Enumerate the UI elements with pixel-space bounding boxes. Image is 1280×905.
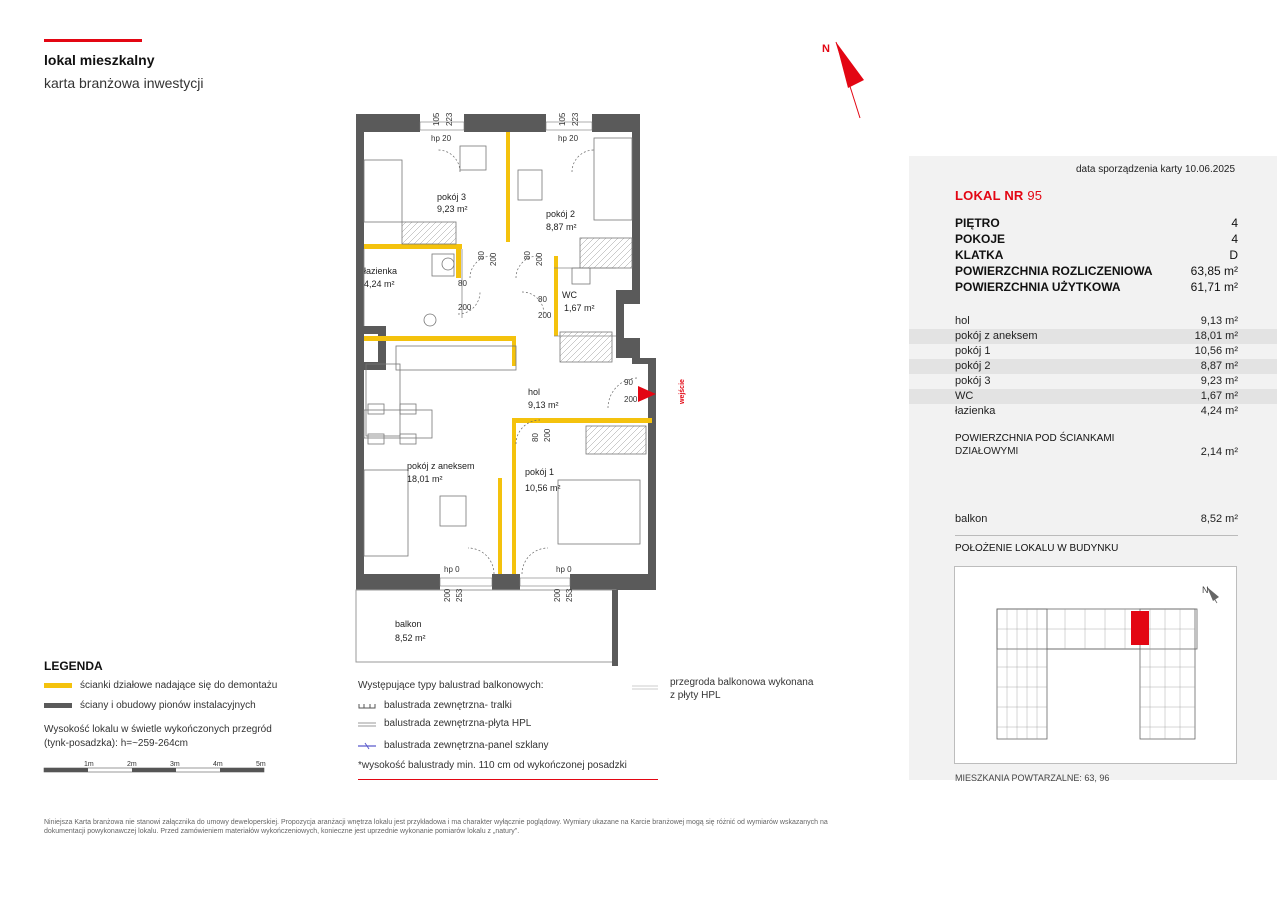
divider-line <box>358 779 658 780</box>
room-area-pokoj2: 8,87 m² <box>546 222 577 232</box>
legend-title: LEGENDA <box>44 659 103 673</box>
window-dim-253-right: 253 <box>565 588 574 602</box>
door-height-entrance: 200 <box>624 395 638 404</box>
room-area-pokoj3: 9,23 m² <box>437 204 468 214</box>
room-area-wc: 1,67 m² <box>564 303 595 313</box>
minimap-north-label: N <box>1202 585 1209 595</box>
room-area-lazienka: 4,24 m² <box>364 279 395 289</box>
window-dim-105-left: 105 <box>432 112 441 126</box>
window-label-hp0-right: hp 0 <box>556 565 572 574</box>
door-width-2: 80 <box>538 295 547 304</box>
balcony-row: balkon 8,52 m² <box>955 513 1238 525</box>
balustrade-title: Występujące typy balustrad balkonowych: <box>358 680 544 691</box>
scale-label: 2m <box>127 761 137 768</box>
room-name-pokoj1: pokój 1 <box>525 467 555 477</box>
scale-label: 5m <box>256 761 266 768</box>
room-name-aneks: pokój z aneksem <box>407 461 475 471</box>
repeat-units-label: MIESZKANIA POWTARZALNE: 63, 96 <box>955 773 1110 783</box>
door-dim-200-a: 200 <box>489 252 498 266</box>
room-area-hol: 9,13 m² <box>528 400 559 410</box>
unit-number-label: LOKAL NR <box>955 188 1024 203</box>
info-row: PIĘTRO 4 <box>955 216 1238 230</box>
info-row: POWIERZCHNIA ROZLICZENIOWA 63,85 m² <box>955 264 1238 278</box>
room-row: pokój 1 10,56 m² <box>955 345 1238 357</box>
window-label-hp20-left: hp 20 <box>431 134 452 143</box>
brand-accent-bar <box>44 39 142 42</box>
window-dim-253-left: 253 <box>455 588 464 602</box>
window-dim-223-right: 223 <box>571 112 580 126</box>
scale-label: 3m <box>170 761 180 768</box>
door-dim-200-b: 200 <box>535 252 544 266</box>
window-dim-223-left: 223 <box>445 112 454 126</box>
partition-note: przegroda balkonowa wykonana z płyty HPL <box>670 677 814 701</box>
room-row: pokój z aneksem 18,01 m² <box>955 330 1238 342</box>
room-name-balkon: balkon <box>395 619 422 629</box>
hpl-partition-icon <box>632 683 660 693</box>
legend-item-grey: ściany i obudowy pionów instalacyjnych <box>44 700 256 711</box>
room-area-aneks: 18,01 m² <box>407 474 443 484</box>
scale-label: 4m <box>213 761 223 768</box>
room-area-balkon: 8,52 m² <box>395 633 426 643</box>
north-arrow-icon <box>818 36 868 122</box>
room-area-pokoj1: 10,56 m² <box>525 483 561 493</box>
room-name-pokoj3: pokój 3 <box>437 192 467 202</box>
page-title: lokal mieszkalny <box>44 52 155 68</box>
grey-swatch <box>44 703 72 708</box>
balustrade-tralki-icon <box>358 702 376 710</box>
balustrade-hpl-icon <box>358 720 376 728</box>
balustrade-item: balustrada zewnętrzna-płyta HPL <box>358 718 531 729</box>
door-height-2: 200 <box>538 311 552 320</box>
balustrade-item: balustrada zewnętrzna- tralki <box>358 700 512 711</box>
scale-bar <box>44 758 274 778</box>
furniture <box>364 138 646 556</box>
room-name-lazienka: łazienka <box>364 266 398 276</box>
info-row: POWIERZCHNIA UŻYTKOWA 61,71 m² <box>955 280 1238 294</box>
door-dim-80-a: 80 <box>477 251 486 260</box>
balustrade-glass-icon <box>358 742 376 750</box>
building-position-title: POŁOŻENIE LOKALU W BUDYNKU <box>955 543 1119 554</box>
window-dim-200-left: 200 <box>443 588 452 602</box>
balustrade-note: *wysokość balustrady min. 110 cm od wykończonej posadzki <box>358 760 627 771</box>
north-label: N <box>822 43 830 55</box>
info-row: POKOJE 4 <box>955 232 1238 246</box>
floor-plan <box>340 108 686 668</box>
door-width-1: 80 <box>458 279 467 288</box>
partition-label-1: POWIERZCHNIA POD ŚCIANKAMI <box>955 433 1115 444</box>
door-width-entrance: 90 <box>624 378 633 387</box>
room-row: pokój 2 8,87 m² <box>955 360 1238 372</box>
unit-info-panel <box>909 156 1277 783</box>
room-row: łazienka 4,24 m² <box>955 405 1238 417</box>
scale-label: 1m <box>84 761 94 768</box>
room-name-hol: hol <box>528 387 541 397</box>
building-minimap <box>954 566 1237 764</box>
page-subtitle: karta branżowa inwestycji <box>44 75 204 91</box>
height-note: Wysokość lokalu w świetle wykończonych przegród (tynk-posadzka): h=~259-264cm <box>44 724 272 749</box>
window-dim-200-right: 200 <box>553 588 562 602</box>
unit-number <box>955 188 1042 203</box>
room-row: hol 9,13 m² <box>955 315 1238 327</box>
door-dim-80-c: 80 <box>531 433 540 442</box>
info-row: KLATKA D <box>955 248 1238 262</box>
entrance-label: wejście <box>679 379 686 404</box>
room-name-wc: WC <box>562 290 577 300</box>
door-dim-200-c: 200 <box>543 428 552 442</box>
room-name-pokoj2: pokój 2 <box>546 209 576 219</box>
balustrade-item: balustrada zewnętrzna-panel szklany <box>358 740 549 751</box>
door-dim-80-b: 80 <box>523 251 532 260</box>
unit-number-value: 95 <box>1027 188 1043 203</box>
card-date: data sporządzenia karty 10.06.2025 <box>1076 164 1235 175</box>
room-row: WC 1,67 m² <box>955 390 1238 402</box>
partition-row: DZIAŁOWYMI 2,14 m² <box>955 446 1238 458</box>
window-label-hp0-left: hp 0 <box>444 565 460 574</box>
door-height-1: 200 <box>458 303 472 312</box>
unit-location-marker <box>1131 611 1149 645</box>
yellow-swatch <box>44 683 72 688</box>
window-label-hp20-right: hp 20 <box>558 134 579 143</box>
window-dim-105-right: 105 <box>558 112 567 126</box>
room-row: pokój 3 9,23 m² <box>955 375 1238 387</box>
legend-item-yellow: ścianki działowe nadające się do demontażu <box>44 680 277 691</box>
disclaimer: Niniejsza Karta branżowa nie stanowi załącznika do umowy deweloperskiej. Propozycja aranżacji wnętrza lokalu jest przykładowa i ma charakter wyłącznie poglądowy. Wymiary ukazane na Karcie branżowej mogą się różnić od wymiarów wskazanych na dokumentacji powykonawczej lokalu. Przed zamówieniem materiałów wykończeniowych, konieczne jest uprzednie wykonanie pomiarów lokalu z „natury". <box>44 819 828 835</box>
